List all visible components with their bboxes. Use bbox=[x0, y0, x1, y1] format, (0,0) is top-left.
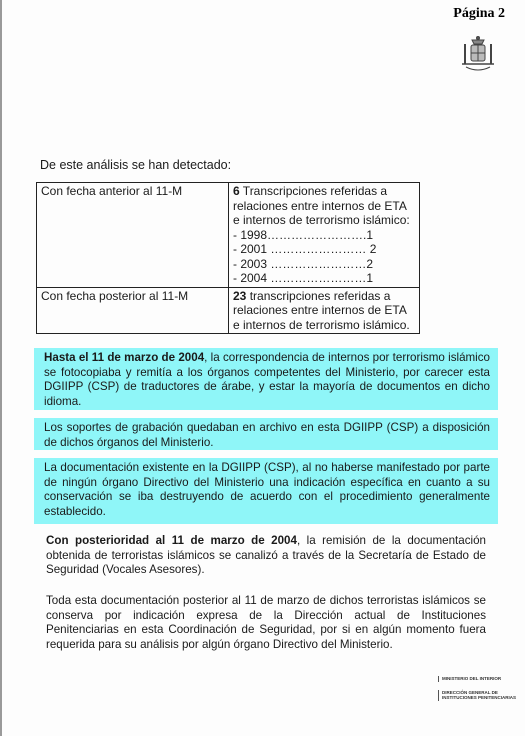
table-row bbox=[37, 287, 420, 334]
para1-text: , la remisión de la documentación obtenida de terroristas islámicos se canalizó a través de la Secretaría de Estado de Seguridad (Vocales Asesores). bbox=[46, 534, 486, 576]
ministry-stamp bbox=[438, 676, 518, 709]
row2-content bbox=[229, 287, 420, 334]
highlight-paragraph-3: La documentación existente en la DGIIPP (CSP), al no haberse manifestado por parte de ningún órgano Directivo del Ministerio una indicación específica en cuanto a su conservación se iba destruyendo de acuerdo con el procedimiento generalmente establecido. bbox=[34, 458, 498, 524]
row1-desc: Transcripciones referidas a relaciones entre internos de ETA e internos de terrorismo islámico: bbox=[233, 184, 410, 227]
year-item: - 2001 …………………… 2 bbox=[233, 242, 377, 256]
table-row bbox=[37, 183, 420, 288]
row1-content bbox=[229, 183, 420, 288]
stamp-line-2: DIRECCIÓN GENERAL DE INSTITUCIONES PENITENCIARIAS bbox=[438, 690, 518, 701]
row2-label: Con fecha posterior al 11-M bbox=[37, 287, 229, 334]
paragraph-2: Toda esta documentación posterior al 11 de marzo de dichos terroristas islámicos se conserva por indicación expresa de la Dirección actual de Instituciones Penitenciarias en esta Coordinación de Seguridad, por si en algún momento fuera requerida para su análisis por algún órgano Directivo del Ministerio. bbox=[46, 594, 486, 651]
row2-count: 23 bbox=[233, 288, 247, 303]
row1-label: Con fecha anterior al 11-M bbox=[37, 183, 229, 288]
coat-of-arms-icon bbox=[458, 34, 498, 74]
year-item: - 2004 ……………………1 bbox=[233, 271, 374, 285]
row1-count: 6 bbox=[233, 184, 240, 198]
highlight-paragraph-2: Los soportes de grabación quedaban en archivo en esta DGIIPP (CSP) a disposición de dichos órganos del Ministerio. bbox=[34, 418, 498, 450]
intro-text: De este análisis se han detectado: bbox=[40, 158, 232, 172]
highlight-paragraph-1 bbox=[34, 348, 498, 410]
highlight1-text: , la correspondencia de internos por terrorismo islámico se fotocopiaba y remitía a los órganos competentes del Ministerio, por carecer esta DGIIPP (CSP) de traductores de árabe, y estar la mayoría de documentos en dicho idioma. bbox=[44, 351, 490, 408]
highlight1-bold: Hasta el 11 de marzo de 2004 bbox=[44, 351, 205, 364]
row2-desc: transcripciones referidas a relaciones entre internos de ETA e internos de terrorismo islámico. bbox=[233, 288, 410, 332]
summary-table bbox=[36, 182, 420, 334]
year-item: - 2003 ……………………2 bbox=[233, 256, 374, 271]
para1-bold: Con posterioridad al 11 de marzo de 2004 bbox=[46, 534, 297, 547]
year-item: - 1998…………………….1 bbox=[233, 227, 374, 242]
paragraph-1 bbox=[46, 534, 486, 578]
scan-edge bbox=[0, 0, 2, 736]
page-number: Página 2 bbox=[453, 6, 505, 21]
stamp-line-1: MINISTERIO DEL INTERIOR bbox=[438, 676, 518, 682]
